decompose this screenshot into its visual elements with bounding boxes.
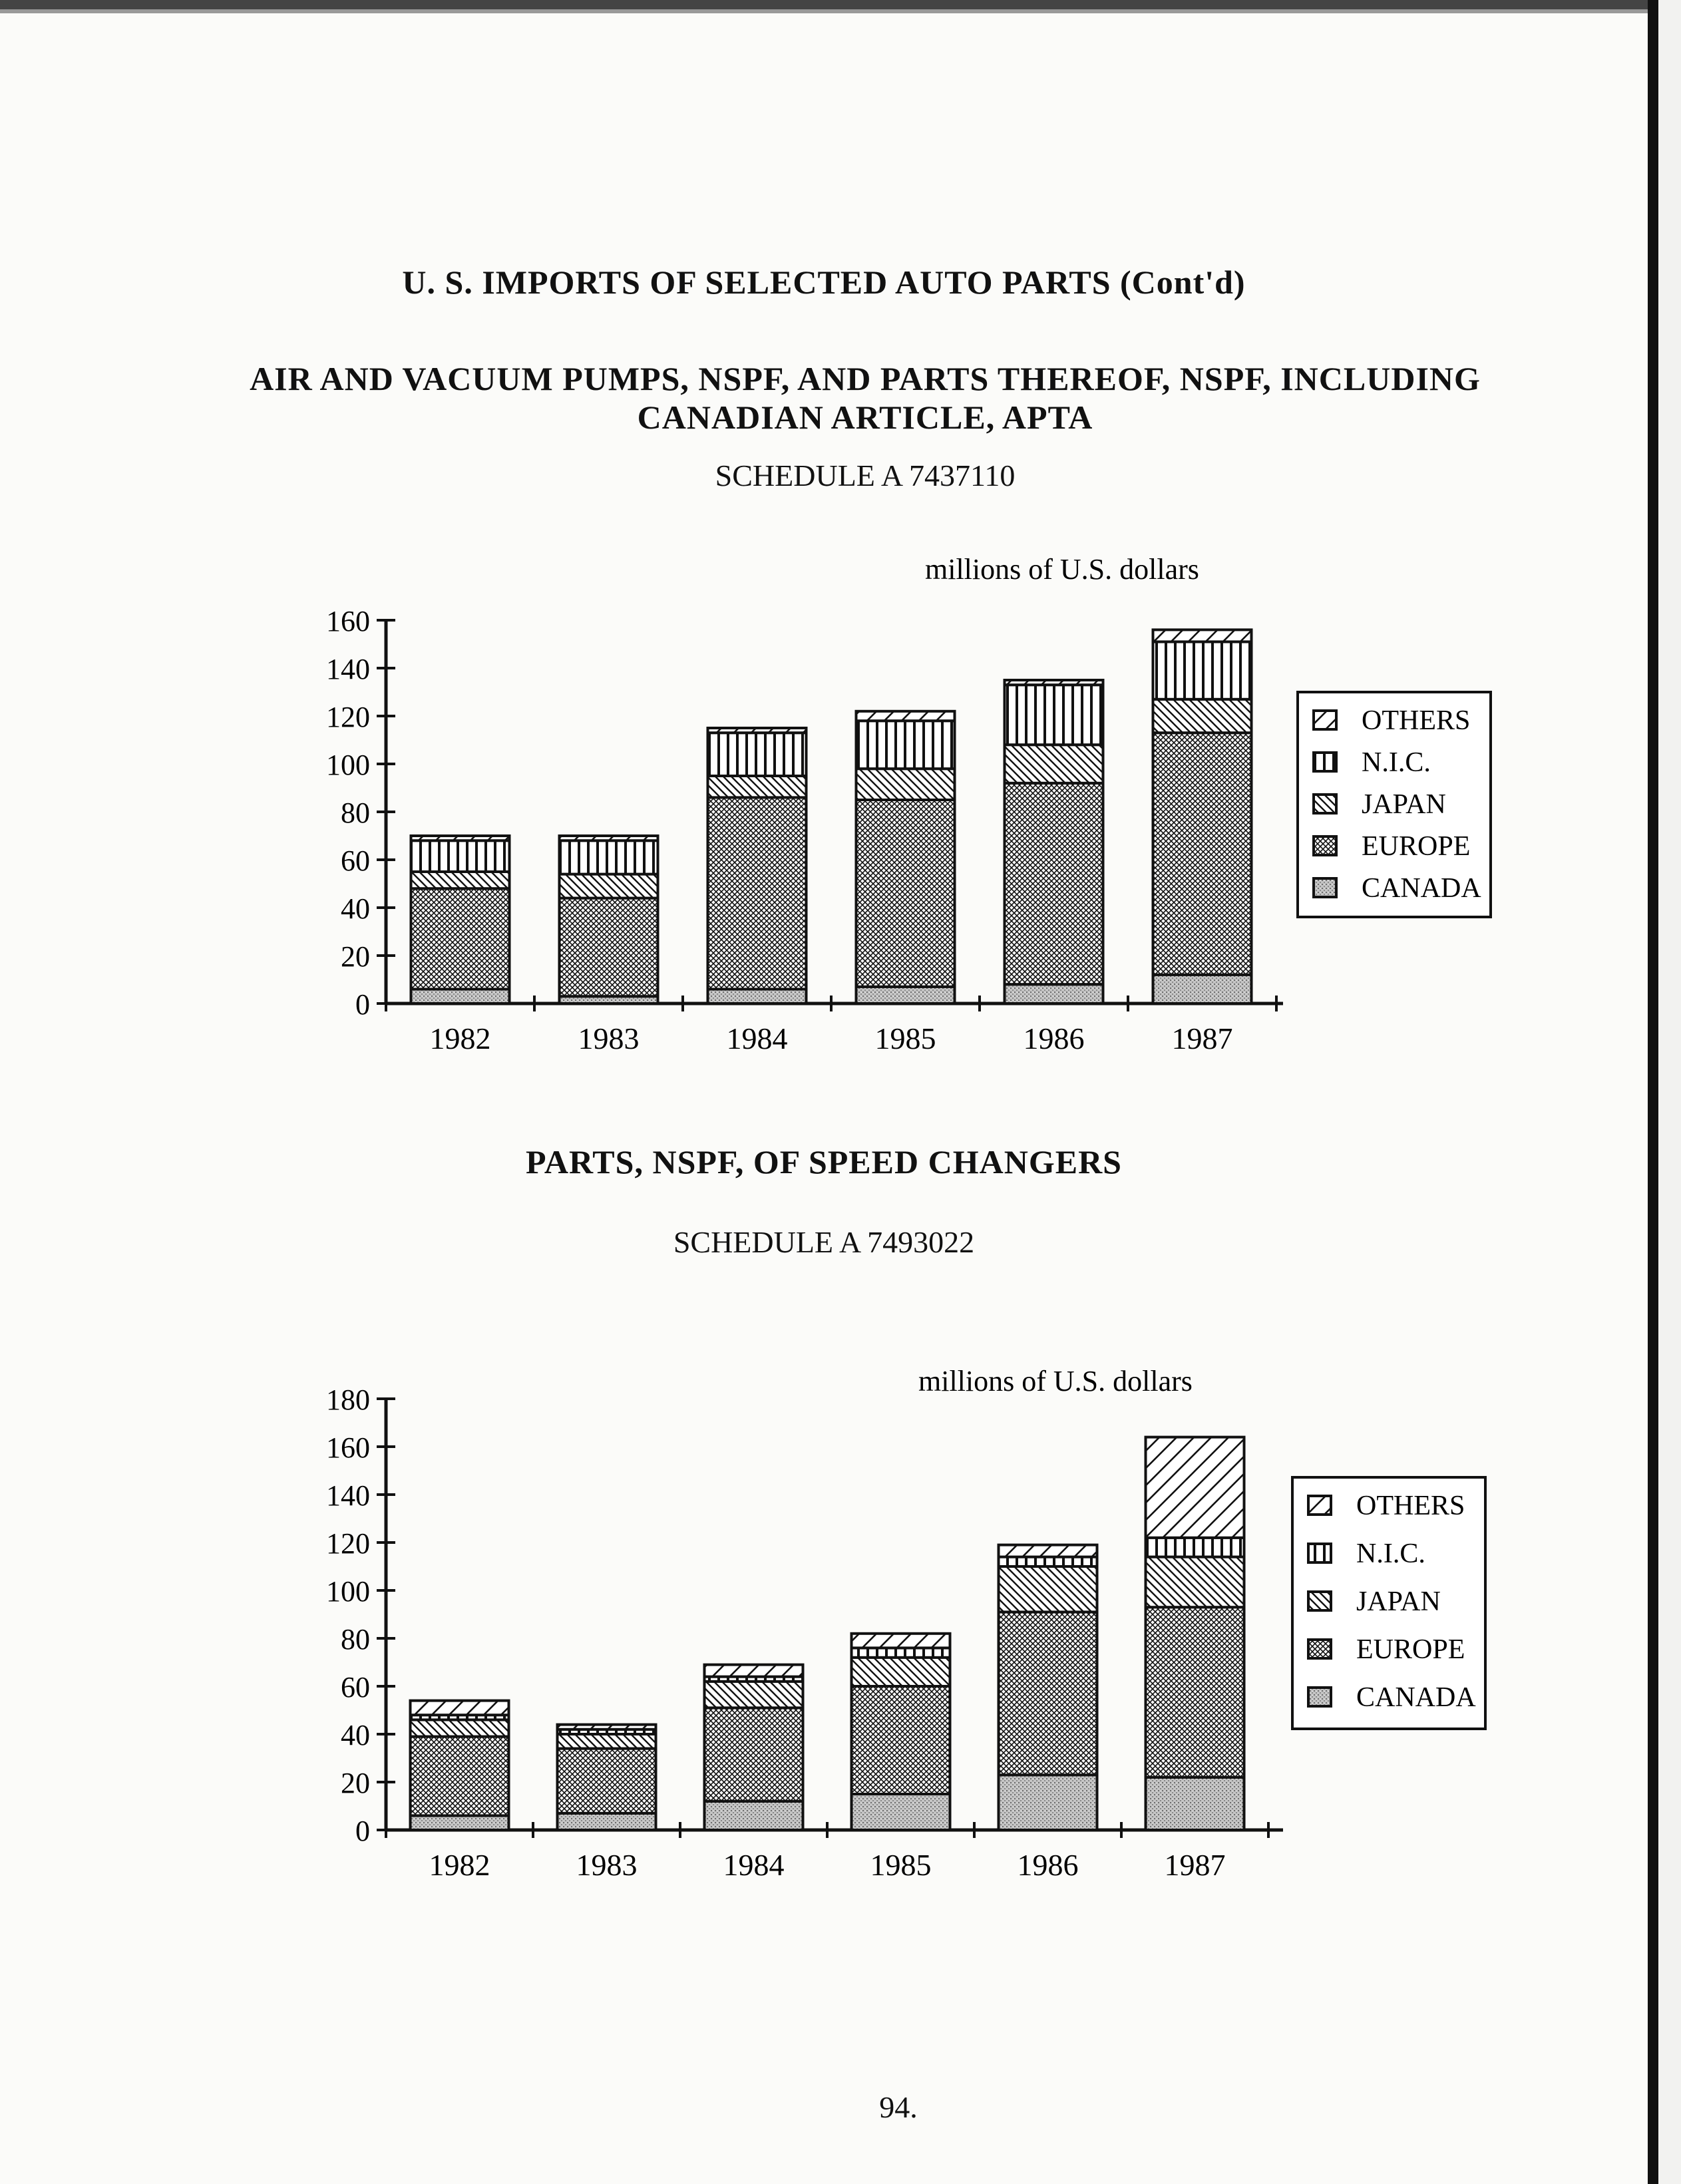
y-tick-label: 80 <box>341 797 370 829</box>
x-tick-label: 1986 <box>1017 1848 1079 1882</box>
bar-segment-others-1983 <box>558 1725 656 1729</box>
bar-segment-europe-1987 <box>1146 1607 1244 1777</box>
bar-segment-canada-1987 <box>1153 975 1252 1003</box>
y-tick-label: 0 <box>355 988 370 1021</box>
bar-segment-canada-1983 <box>558 1813 656 1830</box>
y-tick-label: 180 <box>326 1383 370 1416</box>
legend-label-n-i-c: N.I.C. <box>1362 747 1431 778</box>
scan-top-edge <box>0 0 1681 9</box>
bar-segment-canada-1985 <box>852 1794 950 1830</box>
chart-2-title: PARTS, NSPF, OF SPEED CHANGERS <box>526 1143 1122 1181</box>
y-tick-label: 0 <box>355 1815 370 1847</box>
bar-segment-japan-1982 <box>411 1720 509 1736</box>
x-tick-label: 1982 <box>429 1848 490 1882</box>
bar-segment-japan-1987 <box>1146 1557 1244 1608</box>
y-tick-label: 120 <box>326 1527 370 1560</box>
bar-segment-others-1987 <box>1146 1437 1244 1538</box>
bar-segment-canada-1986 <box>1005 984 1103 1003</box>
legend-label-japan: JAPAN <box>1362 789 1446 820</box>
x-tick-label: 1982 <box>429 1021 491 1055</box>
unit-label: millions of U.S. dollars <box>925 553 1199 586</box>
bar-segment-japan-1985 <box>852 1658 950 1686</box>
legend-swatch-europe <box>1308 1640 1331 1658</box>
bar-segment-n-i-c-1985 <box>856 721 955 769</box>
legend-label-europe: EUROPE <box>1362 831 1471 862</box>
bar-segment-n-i-c-1982 <box>411 840 510 872</box>
y-tick-label: 40 <box>341 892 370 925</box>
bar-segment-canada-1987 <box>1146 1777 1244 1830</box>
legend-swatch-n-i-c <box>1308 1544 1331 1562</box>
bar-segment-n-i-c-1987 <box>1146 1538 1244 1557</box>
x-tick-label: 1983 <box>576 1848 638 1882</box>
x-tick-label: 1984 <box>723 1848 785 1882</box>
y-tick-label: 100 <box>326 1575 370 1608</box>
x-tick-label: 1986 <box>1023 1021 1085 1055</box>
bar-segment-europe-1984 <box>708 797 807 989</box>
y-tick-label: 160 <box>326 1431 370 1464</box>
bar-segment-japan-1984 <box>708 776 807 797</box>
x-tick-label: 1984 <box>726 1021 788 1055</box>
bar-segment-n-i-c-1984 <box>708 733 807 776</box>
bar-segment-europe-1987 <box>1153 733 1252 975</box>
page-title: U. S. IMPORTS OF SELECTED AUTO PARTS (Cont'd) <box>402 264 1246 301</box>
bar-segment-japan-1983 <box>558 1734 656 1749</box>
legend-swatch-japan <box>1314 795 1336 813</box>
bar-segment-europe-1982 <box>411 1737 509 1816</box>
bar-segment-others-1986 <box>1005 680 1103 685</box>
x-tick-label: 1983 <box>578 1021 640 1055</box>
bar-segment-others-1985 <box>852 1634 950 1648</box>
bar-segment-others-1983 <box>560 836 658 840</box>
unit-label: millions of U.S. dollars <box>918 1365 1193 1397</box>
bar-segment-japan-1983 <box>560 874 658 898</box>
legend-label-others: OTHERS <box>1356 1491 1465 1521</box>
legend-label-others: OTHERS <box>1362 705 1471 736</box>
bar-segment-japan-1985 <box>856 769 955 800</box>
x-tick-label: 1985 <box>874 1021 936 1055</box>
scan-top-edge-shade <box>0 9 1681 13</box>
bar-segment-europe-1983 <box>558 1749 656 1813</box>
y-tick-label: 20 <box>341 1767 370 1799</box>
bar-segment-europe-1985 <box>852 1686 950 1794</box>
bar-segment-n-i-c-1986 <box>999 1557 1097 1566</box>
legend-swatch-canada <box>1314 878 1336 897</box>
bar-segment-europe-1982 <box>411 888 510 989</box>
legend-swatch-others <box>1314 711 1336 729</box>
legend-swatch-japan <box>1308 1592 1331 1610</box>
bar-segment-japan-1987 <box>1153 699 1252 733</box>
bar-segment-canada-1982 <box>411 989 510 1003</box>
bar-segment-n-i-c-1986 <box>1005 685 1103 745</box>
y-tick-label: 80 <box>341 1623 370 1656</box>
bar-segment-others-1984 <box>705 1665 803 1677</box>
bar-segment-others-1986 <box>999 1545 1097 1557</box>
legend-label-europe: EUROPE <box>1356 1634 1465 1665</box>
x-tick-label: 1987 <box>1171 1021 1233 1055</box>
y-tick-label: 20 <box>341 940 370 973</box>
bar-segment-europe-1986 <box>1005 783 1103 984</box>
y-tick-label: 140 <box>326 1479 370 1512</box>
y-tick-label: 140 <box>326 653 370 685</box>
y-tick-label: 40 <box>341 1719 370 1751</box>
y-tick-label: 60 <box>341 844 370 877</box>
bar-segment-others-1982 <box>411 1701 509 1716</box>
legend-swatch-europe <box>1314 836 1336 855</box>
chart-1-title-line-2: CANADIAN ARTICLE, APTA <box>637 399 1093 436</box>
legend-swatch-n-i-c <box>1314 753 1336 771</box>
bar-segment-japan-1982 <box>411 872 510 888</box>
page-number: 94. <box>879 2090 918 2124</box>
bar-segment-japan-1984 <box>705 1682 803 1708</box>
legend-label-japan: JAPAN <box>1356 1586 1441 1617</box>
bar-segment-europe-1986 <box>999 1612 1097 1775</box>
x-tick-label: 1987 <box>1164 1848 1226 1882</box>
y-tick-label: 100 <box>326 749 370 781</box>
legend-label-canada: CANADA <box>1356 1682 1476 1713</box>
bar-segment-canada-1985 <box>856 987 955 1003</box>
legend-swatch-canada <box>1308 1688 1331 1706</box>
bar-segment-japan-1986 <box>1005 745 1103 783</box>
legend-label-n-i-c: N.I.C. <box>1356 1539 1425 1569</box>
bar-segment-canada-1986 <box>999 1775 1097 1830</box>
bar-segment-n-i-c-1983 <box>560 840 658 874</box>
bar-segment-europe-1983 <box>560 898 658 997</box>
bar-segment-n-i-c-1987 <box>1153 641 1252 699</box>
bar-segment-n-i-c-1985 <box>852 1648 950 1657</box>
chart-2-speed-changers <box>0 1351 1681 1916</box>
chart-1-schedule: SCHEDULE A 7437110 <box>715 458 1016 492</box>
bar-segment-europe-1985 <box>856 800 955 987</box>
chart-1-title-line-1: AIR AND VACUUM PUMPS, NSPF, AND PARTS THEREOF, NSPF, INCLUDING <box>250 360 1481 397</box>
y-tick-label: 120 <box>326 701 370 733</box>
chart-1-air-vacuum-pumps <box>0 532 1681 1078</box>
bar-segment-canada-1984 <box>705 1801 803 1830</box>
bar-segment-canada-1982 <box>411 1815 509 1830</box>
legend-label-canada: CANADA <box>1362 873 1481 904</box>
bar-segment-others-1984 <box>708 728 807 733</box>
x-tick-label: 1985 <box>870 1848 932 1882</box>
bar-segment-others-1985 <box>856 711 955 721</box>
y-tick-label: 160 <box>326 605 370 637</box>
bar-segment-canada-1984 <box>708 989 807 1003</box>
bar-segment-japan-1986 <box>999 1566 1097 1612</box>
y-tick-label: 60 <box>341 1671 370 1704</box>
legend-swatch-others <box>1308 1496 1331 1515</box>
bar-segment-europe-1984 <box>705 1708 803 1801</box>
bar-segment-others-1987 <box>1153 630 1252 641</box>
chart-2-schedule: SCHEDULE A 7493022 <box>673 1225 975 1259</box>
bar-segment-others-1982 <box>411 836 510 840</box>
